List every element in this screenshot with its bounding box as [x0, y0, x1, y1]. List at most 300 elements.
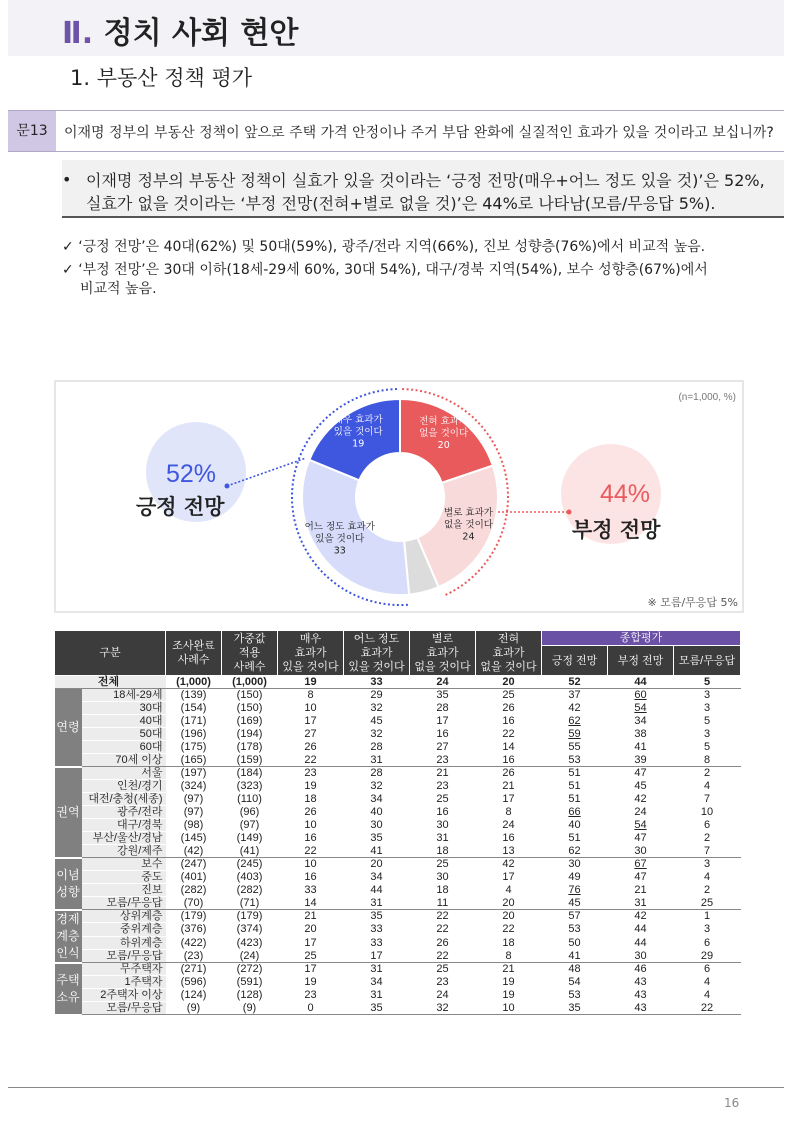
table-cell: 18 [278, 793, 344, 806]
table-cell: 35 [344, 1002, 410, 1015]
table-cell: (150) [222, 702, 278, 715]
row-label: 강원/제주 [82, 845, 166, 858]
table-cell: 33 [344, 676, 410, 689]
table-cell: 41 [608, 741, 674, 754]
table-cell: 20 [476, 910, 542, 923]
row-label: 광주/전라 [82, 806, 166, 819]
table-cell: 31 [344, 989, 410, 1002]
table-cell: 55 [542, 741, 608, 754]
table-cell: 14 [476, 741, 542, 754]
table-cell: 34 [608, 715, 674, 728]
table-cell: 34 [344, 793, 410, 806]
table-cell: 16 [410, 728, 476, 741]
table-cell: 6 [674, 963, 741, 976]
table-cell: 76 [542, 884, 608, 897]
row-label: 18세-29세 [82, 689, 166, 702]
table-cell: 5 [674, 676, 741, 689]
table-cell: 1 [674, 910, 741, 923]
dontknow-note: ※ 모름/무응답 5% [647, 596, 738, 609]
table-cell: 19 [278, 676, 344, 689]
table-cell: 59 [542, 728, 608, 741]
row-label: 50대 [82, 728, 166, 741]
table-cell: 48 [542, 963, 608, 976]
table-row-total [55, 676, 741, 689]
table-cell: 53 [542, 923, 608, 936]
table-cell: 18 [410, 845, 476, 858]
slice-label: 전혀 효과가 없을 것이다 20 [419, 416, 469, 452]
table-row [55, 780, 741, 793]
table-cell: 53 [542, 754, 608, 767]
table-cell: 6 [674, 819, 741, 832]
row-label: 대구/경북 [82, 819, 166, 832]
table-cell: 18 [476, 936, 542, 949]
table-cell: (139) [166, 689, 222, 702]
table-row [55, 858, 741, 871]
table-cell: 16 [410, 806, 476, 819]
table-cell: 20 [476, 676, 542, 689]
table-cell: 44 [608, 676, 674, 689]
table-cell: (179) [166, 910, 222, 923]
table-cell: (272) [222, 963, 278, 976]
table-row [55, 963, 741, 976]
table-cell: 43 [608, 976, 674, 989]
table-cell: 28 [344, 767, 410, 780]
table-cell: 31 [344, 897, 410, 910]
table-cell: 17 [278, 963, 344, 976]
table-cell: 30 [608, 845, 674, 858]
section-number: Ⅱ. [62, 16, 94, 51]
table-cell: (401) [166, 871, 222, 884]
table-cell: 60 [608, 689, 674, 702]
table-cell: (423) [222, 936, 278, 949]
slice-label: 어느 정도 효과가 있을 것이다 33 [304, 521, 375, 557]
negative-label: 부정 전망 [572, 518, 661, 542]
row-label: 서울 [82, 767, 166, 780]
table-cell: (194) [222, 728, 278, 741]
table-body [55, 676, 741, 1015]
table-cell: 62 [542, 715, 608, 728]
table-cell: 51 [542, 780, 608, 793]
table-cell: 17 [344, 949, 410, 962]
table-cell: 22 [476, 728, 542, 741]
table-header [55, 631, 741, 676]
table-cell: 16 [476, 715, 542, 728]
table-cell: 57 [542, 910, 608, 923]
table-cell: 42 [476, 858, 542, 871]
table-cell: 40 [344, 806, 410, 819]
table-cell: 46 [608, 963, 674, 976]
header-dontknow: 모름/무응답 [674, 646, 741, 676]
table-cell: 25 [410, 793, 476, 806]
table-cell: 66 [542, 806, 608, 819]
check-icon: ✓ [62, 262, 74, 278]
results-table [54, 630, 741, 1016]
header-weighted-n: 가중값 적용 사례수 [222, 631, 278, 676]
table-row [55, 871, 741, 884]
table-cell: (175) [166, 741, 222, 754]
table-cell: 17 [278, 715, 344, 728]
table-cell: (324) [166, 780, 222, 793]
table-cell: (97) [166, 793, 222, 806]
table-cell: 21 [476, 963, 542, 976]
table-cell: 19 [476, 989, 542, 1002]
donut-chart [56, 382, 742, 611]
summary-line-1: 이재명 정부의 부동산 정책이 실효가 있을 것이라는 ‘긍정 전망(매우+어느 정도 있을 것)’은 52%, [86, 171, 765, 190]
table-cell: (245) [222, 858, 278, 871]
table-cell: 54 [542, 976, 608, 989]
table-cell: 39 [608, 754, 674, 767]
table-cell: (171) [166, 715, 222, 728]
row-label: 모름/무응답 [82, 949, 166, 962]
table-row [55, 767, 741, 780]
table-cell: 19 [476, 976, 542, 989]
table-row [55, 910, 741, 923]
table-cell: 19 [278, 976, 344, 989]
table-cell: 3 [674, 689, 741, 702]
row-label: 인천/경기 [82, 780, 166, 793]
table-cell: (9) [222, 1002, 278, 1015]
table-cell: 37 [542, 689, 608, 702]
row-label: 보수 [82, 858, 166, 871]
table-cell: (1,000) [166, 676, 222, 689]
table-cell: 7 [674, 793, 741, 806]
table-cell: (178) [222, 741, 278, 754]
table-cell: 41 [542, 949, 608, 962]
table-cell: (165) [166, 754, 222, 767]
table-cell: 51 [542, 793, 608, 806]
table-cell: 10 [278, 819, 344, 832]
table-cell: 17 [476, 793, 542, 806]
table-cell: 2 [674, 884, 741, 897]
table-row [55, 728, 741, 741]
group-label: 이념 성향 [55, 858, 82, 910]
table-row [55, 989, 741, 1002]
table-cell: (110) [222, 793, 278, 806]
header-very-effective: 매우 효과가 있을 것이다 [278, 631, 344, 676]
table-cell: 24 [476, 819, 542, 832]
row-label: 무주택자 [82, 963, 166, 976]
table-row [55, 923, 741, 936]
table-cell: 24 [410, 989, 476, 1002]
table-cell: (145) [166, 832, 222, 845]
table-cell: 47 [608, 832, 674, 845]
table-cell: (403) [222, 871, 278, 884]
table-row [55, 936, 741, 949]
table-row [55, 793, 741, 806]
table-cell: 49 [542, 871, 608, 884]
table-cell: 54 [608, 702, 674, 715]
table-cell: 26 [476, 767, 542, 780]
table-cell: 35 [344, 832, 410, 845]
row-label: 대전/충청(세종) [82, 793, 166, 806]
table-cell: 4 [476, 884, 542, 897]
table-cell: (591) [222, 976, 278, 989]
check-icon: ✓ [62, 239, 74, 255]
summary-bullet: • [62, 170, 72, 189]
table-cell: (179) [222, 910, 278, 923]
table-cell: 30 [410, 819, 476, 832]
table-cell: 42 [542, 702, 608, 715]
row-label: 60대 [82, 741, 166, 754]
table-cell: 10 [278, 858, 344, 871]
negative-pct: 44% [600, 480, 651, 508]
table-cell: 24 [410, 676, 476, 689]
table-cell: 54 [608, 819, 674, 832]
table-cell: (323) [222, 780, 278, 793]
table-cell: 4 [674, 976, 741, 989]
question-row [8, 110, 784, 152]
row-label: 부산/울산/경남 [82, 832, 166, 845]
table-cell: 28 [344, 741, 410, 754]
table-cell: 6 [674, 936, 741, 949]
negative-connector-dot [567, 510, 572, 515]
table-cell: 27 [410, 741, 476, 754]
positive-label: 긍정 전망 [136, 495, 225, 519]
chart-note: (n=1,000, %) [678, 392, 736, 403]
table-cell: 23 [410, 780, 476, 793]
table-cell: 43 [608, 1002, 674, 1015]
table-cell: 16 [278, 871, 344, 884]
table-cell: 47 [608, 767, 674, 780]
table-cell: 10 [278, 702, 344, 715]
table-cell: (376) [166, 923, 222, 936]
table-cell: 23 [410, 976, 476, 989]
table-cell: (97) [222, 819, 278, 832]
row-label: 모름/무응답 [82, 897, 166, 910]
row-label: 2주택자 이상 [82, 989, 166, 1002]
table-cell: (197) [166, 767, 222, 780]
group-label: 경제 계층 인식 [55, 910, 82, 963]
group-label: 연령 [55, 689, 82, 767]
table-row [55, 976, 741, 989]
table-row [55, 702, 741, 715]
table-cell: 21 [410, 767, 476, 780]
subsection-title: 1. 부동산 정책 평가 [70, 66, 253, 90]
table-cell: 33 [344, 936, 410, 949]
table-cell: 4 [674, 989, 741, 1002]
table-cell: 4 [674, 871, 741, 884]
table-cell: 26 [278, 806, 344, 819]
table-cell: 27 [278, 728, 344, 741]
table-cell: 19 [278, 780, 344, 793]
table-cell: 38 [608, 728, 674, 741]
check-text-1: ‘긍정 전망’은 40대(62%) 및 50대(59%), 광주/전라 지역(66%), 진보 성향층(76%)에서 비교적 높음. [78, 239, 706, 255]
table-cell: 32 [344, 780, 410, 793]
table-cell: 5 [674, 741, 741, 754]
table-cell: (374) [222, 923, 278, 936]
check-text-2a: ‘부정 전망’은 30대 이하(18세-29세 60%, 30대 54%), 대구/경북 지역(54%), 보수 성향층(67%)에서 [78, 262, 708, 278]
table-cell: 53 [542, 989, 608, 1002]
row-label: 40대 [82, 715, 166, 728]
table-row [55, 741, 741, 754]
table-cell: 7 [674, 845, 741, 858]
table-cell: 21 [278, 910, 344, 923]
table-cell: (169) [222, 715, 278, 728]
row-label: 상위계층 [82, 910, 166, 923]
table-cell: 8 [278, 689, 344, 702]
table-cell: 31 [410, 832, 476, 845]
table-cell: 45 [344, 715, 410, 728]
table-cell: 21 [608, 884, 674, 897]
table-row [55, 949, 741, 962]
table-cell: 29 [674, 949, 741, 962]
table-cell: 51 [542, 767, 608, 780]
table-cell: (98) [166, 819, 222, 832]
table-cell: 16 [476, 832, 542, 845]
table-cell: 13 [476, 845, 542, 858]
table-row [55, 897, 741, 910]
table-cell: 32 [344, 728, 410, 741]
table-row [55, 845, 741, 858]
table-cell: 3 [674, 923, 741, 936]
table-row [55, 884, 741, 897]
row-label: 진보 [82, 884, 166, 897]
table-cell: 22 [674, 1002, 741, 1015]
header-somewhat-effective: 어느 정도 효과가 있을 것이다 [344, 631, 410, 676]
table-cell: 4 [674, 780, 741, 793]
table-cell: 30 [608, 949, 674, 962]
table-cell: 23 [410, 754, 476, 767]
table-cell: 30 [344, 819, 410, 832]
table-cell: 29 [344, 689, 410, 702]
table-cell: 28 [410, 702, 476, 715]
table-cell: 31 [608, 897, 674, 910]
header-not-very-effective: 별로 효과가 없을 것이다 [410, 631, 476, 676]
positive-pct: 52% [166, 460, 217, 488]
table-cell: 47 [608, 871, 674, 884]
table-cell: 26 [476, 702, 542, 715]
slice-label: 별로 효과가 없을 것이다 24 [444, 507, 493, 543]
table-cell: 42 [608, 910, 674, 923]
table-cell: 22 [278, 754, 344, 767]
header-category: 구분 [55, 631, 166, 676]
header-negative: 부정 전망 [608, 646, 674, 676]
table-cell: 18 [410, 884, 476, 897]
table-cell: 25 [278, 949, 344, 962]
table-cell: (124) [166, 989, 222, 1002]
table-cell: (96) [222, 806, 278, 819]
header-not-at-all-effective: 전혀 효과가 없을 것이다 [476, 631, 542, 676]
table-cell: 8 [674, 754, 741, 767]
table-cell: 44 [608, 923, 674, 936]
table-cell: 0 [278, 1002, 344, 1015]
table-cell: 25 [410, 858, 476, 871]
table-cell: (159) [222, 754, 278, 767]
row-label: 모름/무응답 [82, 1002, 166, 1015]
table-cell: 26 [278, 741, 344, 754]
table-cell: 33 [344, 923, 410, 936]
table-cell: 33 [278, 884, 344, 897]
section-title [62, 8, 298, 52]
table-cell: (196) [166, 728, 222, 741]
table-cell: (70) [166, 897, 222, 910]
table-cell: (23) [166, 949, 222, 962]
table-cell: (282) [222, 884, 278, 897]
table-cell: 20 [476, 897, 542, 910]
table-cell: 25 [674, 897, 741, 910]
table-row [55, 689, 741, 702]
table-cell: (149) [222, 832, 278, 845]
table-cell: (422) [166, 936, 222, 949]
table-cell: 35 [410, 689, 476, 702]
table-cell: 3 [674, 702, 741, 715]
row-label: 중도 [82, 871, 166, 884]
table-cell: (154) [166, 702, 222, 715]
table-cell: 5 [674, 715, 741, 728]
table-cell: 40 [542, 819, 608, 832]
table-cell: 45 [608, 780, 674, 793]
table-cell: 34 [344, 976, 410, 989]
table-cell: (9) [166, 1002, 222, 1015]
slice-label: 매우 효과가 있을 것이다 19 [333, 414, 383, 450]
donut-chart-panel [54, 380, 744, 613]
table-cell: (596) [166, 976, 222, 989]
table-cell: 62 [542, 845, 608, 858]
table-cell: 11 [410, 897, 476, 910]
table-cell: 32 [344, 702, 410, 715]
table-cell: 50 [542, 936, 608, 949]
table-cell: (128) [222, 989, 278, 1002]
table-cell: (282) [166, 884, 222, 897]
footer-rule [8, 1087, 784, 1088]
table-cell: 35 [542, 1002, 608, 1015]
row-label: 중위계층 [82, 923, 166, 936]
table-cell: 3 [674, 858, 741, 871]
table-cell: 42 [608, 793, 674, 806]
group-label: 권역 [55, 767, 82, 858]
row-label: 1주택자 [82, 976, 166, 989]
table-cell: 30 [410, 871, 476, 884]
table-cell: 20 [278, 923, 344, 936]
table-cell: 24 [608, 806, 674, 819]
table-cell: (42) [166, 845, 222, 858]
table-cell: 31 [344, 963, 410, 976]
table-cell: 10 [476, 1002, 542, 1015]
check-item-2 [62, 259, 708, 279]
summary-line-2: 실효가 없을 것이라는 ‘부정 전망(전혀+별로 없을 것)’은 44%로 나타남(모름/무응답 5%). [86, 194, 716, 213]
table-cell: 31 [344, 754, 410, 767]
table-cell: 22 [410, 923, 476, 936]
table-cell: 43 [608, 989, 674, 1002]
table-cell: (150) [222, 689, 278, 702]
table-cell: (71) [222, 897, 278, 910]
header-positive: 긍정 전망 [542, 646, 608, 676]
table-cell: 23 [278, 989, 344, 1002]
table-cell: 17 [410, 715, 476, 728]
table-cell: 45 [542, 897, 608, 910]
table-cell: 2 [674, 767, 741, 780]
table-cell: 41 [344, 845, 410, 858]
table-cell: 22 [278, 845, 344, 858]
table-cell: 3 [674, 728, 741, 741]
table-cell: 8 [476, 949, 542, 962]
table-cell: 22 [476, 923, 542, 936]
table-cell: 20 [344, 858, 410, 871]
table-row [55, 715, 741, 728]
table-cell: 17 [476, 871, 542, 884]
table-cell: 25 [410, 963, 476, 976]
summary-box [62, 160, 784, 218]
table-cell: 17 [278, 936, 344, 949]
table-cell: 2 [674, 832, 741, 845]
table-cell: (41) [222, 845, 278, 858]
table-cell: 67 [608, 858, 674, 871]
table-cell: 51 [542, 832, 608, 845]
row-label: 전체 [55, 676, 166, 689]
table-cell: (247) [166, 858, 222, 871]
table-cell: (1,000) [222, 676, 278, 689]
header-summary: 종합평가 [542, 631, 741, 646]
